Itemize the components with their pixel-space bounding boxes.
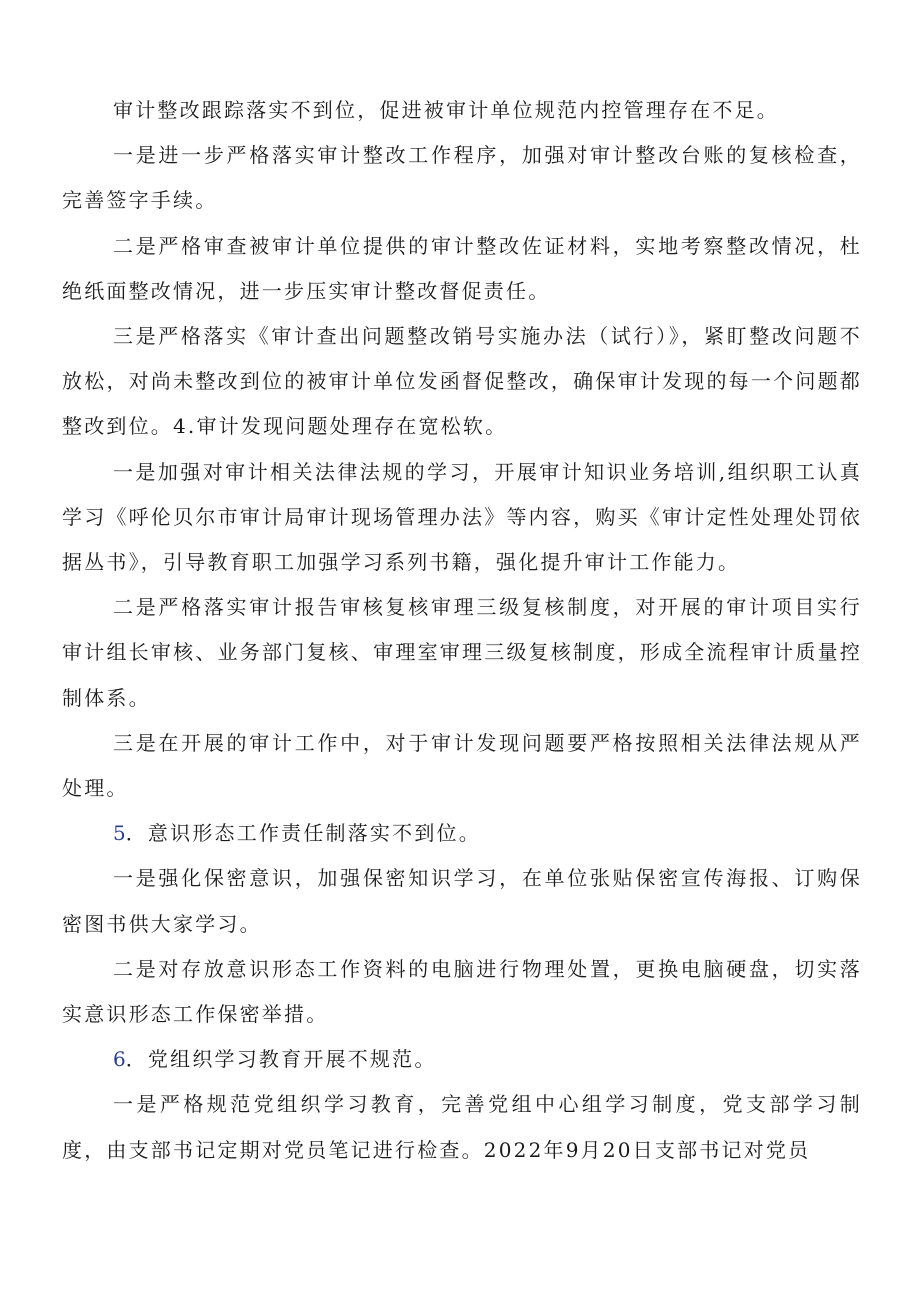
section-number-6: 6: [113, 1047, 126, 1072]
paragraph-1: 审计整改跟踪落实不到位，促进被审计单位规范内控管理存在不足。: [113, 98, 779, 122]
paragraph-6: 二是严格落实审计报告审核复核审理三级复核制度，对开展的审计项目实行审计组长审核、业务部门复核、审理室审理三级复核制度，形成全流程审计质量控制体系。: [62, 595, 862, 710]
paragraph-8: 一是强化保密意识，加强保密知识学习，在单位张贴保密宣传海报、订购保密图书供大家学习。: [62, 866, 862, 936]
paragraph-3: 二是严格审查被审计单位提供的审计整改佐证材料，实地考察整改情况，杜绝纸面整改情况，进一步压实审计整改督促责任。: [62, 233, 862, 303]
paragraph-5: 一是加强对审计相关法律法规的学习，开展审计知识业务培训,组织职工认真学习《呼伦贝尔市审计局审计现场管理办法》等内容，购买《审计定性处理处罚依据丛书》，引导教育职工加强学习系列书籍，强化提升审计工作能力。: [62, 459, 862, 575]
paragraph-7: 三是在开展的审计工作中，对于审计发现问题要严格按照相关法律法规从严处理。: [62, 730, 862, 801]
paragraph-4: 三是严格落实《审计查出问题整改销号实施办法（试行）》，紧盯整改问题不放松，对尚未整改到位的被审计单位发函督促整改，确保审计发现的每一个问题都整改到位。4.审计发现问题处理存在宽松软。: [62, 324, 862, 439]
section-heading-6: [62, 1037, 862, 1082]
section-title-6: ．党组织学习教育开展不规范。: [125, 1047, 437, 1072]
paragraph-2: 一是进一步严格落实审计整改工作程序，加强对审计整改台账的复核检查，完善签字手续。: [62, 143, 862, 213]
document-page: [62, 88, 862, 1173]
section-number-5: 5: [113, 821, 126, 846]
paragraph-10: 一是严格规范党组织学习教育，完善党组中心组学习制度，党支部学习制度，由支部书记定期对党员笔记进行检查。2022年9月20日支部书记对党员: [62, 1092, 862, 1162]
section-heading-5: [62, 811, 862, 856]
paragraph-9: 二是对存放意识形态工作资料的电脑进行物理处置，更换电脑硬盘，切实落实意识形态工作保密举措。: [62, 956, 862, 1027]
section-title-5: ．意识形态工作责任制落实不到位。: [125, 821, 481, 846]
